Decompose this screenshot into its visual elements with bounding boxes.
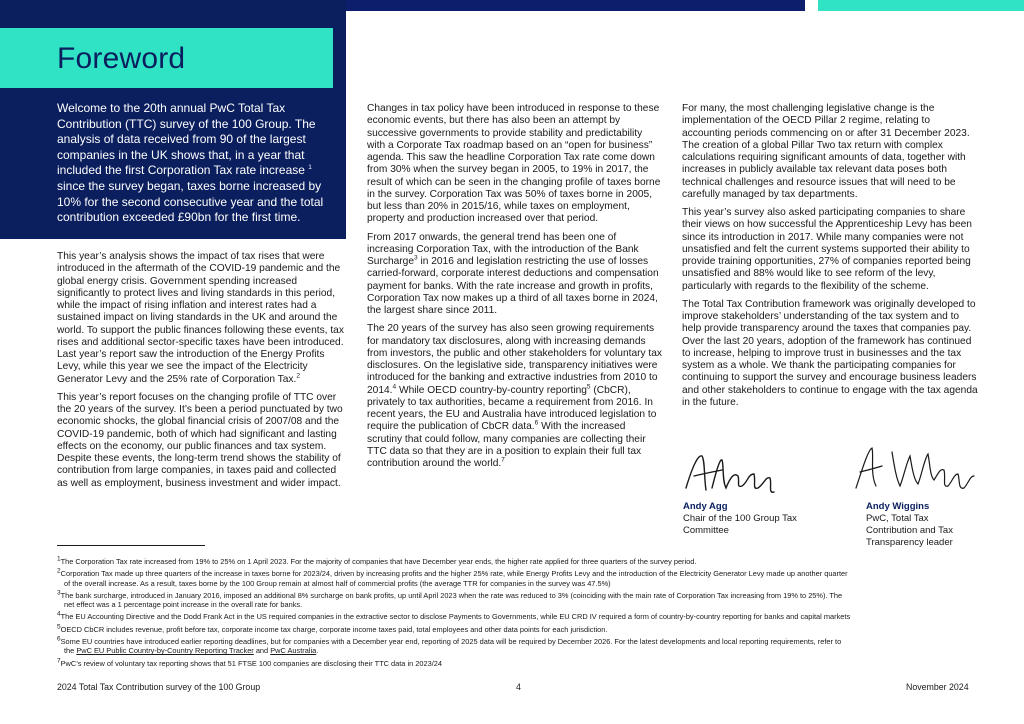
- column-1: [57, 251, 345, 496]
- footnote-number: 3: [57, 589, 61, 597]
- footnote-number: 6: [57, 635, 61, 643]
- footnote-text: OECD CbCR includes revenue, profit before tax, corporate income tax charge, corporate income taxes paid, total employees and other data points for each jurisdiction.: [60, 624, 608, 634]
- footnote-ref: 1: [308, 164, 312, 172]
- footnote-ref: 6: [534, 419, 539, 427]
- signature-andy-wiggins: [850, 440, 980, 498]
- intro-body: Welcome to the 20th annual PwC Total Tax Contribution (TTC) survey of the 100 Group. The analysis of data received from 90 of the largest companies in the UK shows that, in a year that included the first Corporation Tax rate increase: [57, 101, 316, 178]
- footnote-text: The Corporation Tax rate increased from 19% to 25% on 1 April 2023. For the majority of companies that have December year ends, the higher rate applied for three quarters of the survey period.: [60, 557, 697, 566]
- paragraph: [57, 251, 345, 386]
- page-title: Foreword: [57, 42, 186, 75]
- column-3: [682, 103, 978, 415]
- signer-role: PwC, Total Tax Contribution and Tax Transparency leader: [866, 513, 953, 548]
- footnote-text: and: [253, 646, 271, 656]
- footnote: [57, 591, 977, 610]
- footnote-number: 1: [57, 555, 61, 563]
- footer-report-title: 2024 Total Tax Contribution survey of the 100 Group: [57, 682, 261, 692]
- paragraph: [367, 323, 663, 470]
- paragraph-text: While OECD country-by-country reporting: [396, 384, 587, 396]
- footnote-ref: 5: [586, 383, 591, 391]
- top-accent-bar-teal: [818, 0, 1024, 11]
- paragraph-text: This year’s analysis shows the impact of tax rises that were introduced in the aftermath of the COVID-19 pandemic and the global energy crisis. Government spending increased significantly to protect lives and living standards in this period, while the impact of rising inflation and interest rates had a sustained impact on living standards in the UK and around the world. To support the public finances following these events, tax rises and additional sector-specific taxes have been introduced. Last year’s report saw the introduction of the Energy Profits Levy, while this year we see the impact of the Electricity Generator Levy and the 25% rate of Corporation Tax.: [57, 251, 344, 385]
- signer-name: Andy Agg: [683, 501, 728, 512]
- footnote: [57, 625, 977, 634]
- footnote: [57, 569, 977, 588]
- footnote-text: .: [316, 646, 319, 656]
- paragraph-text: The 20 years of the survey has also seen growing requirements for mandatory tax disclosures, along with increasing demands from investors, the public and other stakeholders for voluntary tax disclosures. On the legislative side, transparency initiatives were introduced for the banking and extractive industries from 2010 to 2014.: [367, 323, 663, 396]
- footnote-text: PwC’s review of voluntary tax reporting shows that 51 FTSE 100 companies are disclosing their TTC data in 2023/24: [60, 658, 442, 668]
- eu-cbcr-tracker-link[interactable]: PwC EU Public Country-by-Country Reporting Tracker: [76, 646, 254, 656]
- footer-date: November 2024: [906, 682, 969, 692]
- page-number: 4: [516, 682, 521, 692]
- signer-role: Chair of the 100 Group Tax Committee: [683, 513, 797, 536]
- footnote-text: Some EU countries have introduced earlier reporting deadlines, but for companies with a December year end, reporting of 2025 data will be required by December 2026. For the latest developments and local reporting requirements, refer to: [60, 637, 842, 647]
- footnote-text: net effect was a 1 percentage point increase in the overall rate for banks.: [64, 600, 303, 610]
- paragraph: This year’s report focuses on the changing profile of TTC over the 20 years of the survey. It’s been a period punctuated by two economic shocks, the global financial crisis of 2007/08 and the COVID-19 pandemic, both of which had significant and lasting effects on the economy, our public finances and tax system. Despite these events, the long-term trend shows the stability of contribution from large companies, in taxes paid and collected as well as employment, business investment and wider impact.: [57, 391, 343, 489]
- paragraph: This year’s survey also asked participating companies to share their views on how successful the Apprenticeship Levy has been since its introduction in 2017. While many companies were not unsatisfied and felt the current systems supported their ability to provide training opportunities, 27% of companies reported being unsatisfied and 88% would like to see reform of the levy, particularly with regards to the flexibility of the scheme.: [682, 207, 972, 292]
- paragraph: Changes in tax policy have been introduced in response to these economic events, but there has also been an attempt by successive governments to provide stability and predictability with a Corporate Tax roadmap based on an “open for business” agenda. This saw the headline Corporation Tax rate come down from 30% when the survey began in 2005, to 19% in 2017, the result of which can be seen in the changing profile of taxes borne in the survey. Corporation Tax was 50% of taxes borne in 2005, but less than 20% in 2015/16, while taxes on employment, property and production increased over that period.: [367, 103, 661, 225]
- footnote-text: [57, 646, 977, 655]
- footnote-number: 5: [57, 623, 61, 631]
- signature-andy-agg: [682, 448, 792, 498]
- pwc-australia-link[interactable]: PwC Australia: [270, 646, 317, 656]
- paragraph-text: With the increased scrutiny that could follow, many companies are collecting their TTC data so that they are in a position to explain their full tax contribution around the world.: [367, 421, 646, 469]
- footnote-number: 7: [57, 657, 61, 665]
- footnote-text: Corporation Tax made up three quarters of the increase in taxes borne for 2023/24, driven by increasing profits and the higher 25% rate, while Energy Profits Levy and the introduction of the Electricity Generator Levy made up another quarter: [60, 569, 848, 579]
- paragraph: [367, 232, 663, 318]
- footnote: [57, 659, 977, 668]
- intro-body-tail: since the survey began, taxes borne increased by 10% for the second consecutive year and the total contribution exceeded £90bn for the first time.: [57, 178, 324, 225]
- top-accent-bar-navy: [345, 0, 805, 11]
- paragraph-text: (CbCR), privately to tax authorities, became a requirement from 2016. In recent years, the EU and Australia have introduced legislation to require the publication of CbCR data.: [367, 384, 657, 433]
- footnote: [57, 557, 977, 566]
- footnote-text: The bank surcharge, introduced in January 2016, imposed an additional 8% surcharge on bank profits, up until April 2023 when the rate was reduced to 3% (coinciding with the main rate of Corporation Tax increasing from 19% to 25%). The: [60, 590, 843, 600]
- signer-name: Andy Wiggins: [866, 501, 930, 512]
- footnote-ref: 7: [501, 456, 505, 464]
- paragraph-text: From 2017 onwards, the general trend has been one of increasing Corporation Tax, with the introduction of the Bank Surcharge: [367, 231, 639, 267]
- footnote-text: the: [64, 646, 77, 656]
- footnote-number: 2: [57, 567, 61, 575]
- intro-text: [57, 101, 339, 226]
- paragraph: For many, the most challenging legislative change is the implementation of the OECD Pillar 2 regime, relating to accounting periods commencing on or after 31 December 2023. The creation of a global Pillar Two tax return with complex calculations requiring significant amounts of data, together with increases in publicly available tax relevant data poses both technical challenges and resource issues that will need to be carefully managed by tax departments.: [682, 103, 970, 200]
- paragraph-text: in 2016 and legislation restricting the use of losses carried-forward, corporate interest deductions and compensation payment for banks. With the rate increase and growth in profits, Corporation Tax now makes up a third of all taxes borne in 2024, the largest share since 2011.: [367, 256, 659, 316]
- footnote-ref: 2: [296, 372, 300, 380]
- footnote: [57, 612, 977, 621]
- footnote-ref: 3: [414, 254, 418, 262]
- footnote-divider: [57, 545, 205, 546]
- footnote-number: 4: [57, 611, 61, 619]
- column-2: [367, 103, 663, 476]
- footnote: [57, 637, 977, 656]
- footnote-ref: 4: [392, 383, 397, 391]
- paragraph: The Total Tax Contribution framework was originally developed to improve stakeholders’ understanding of the tax system and to help provide transparency around the taxes that companies pay. Over the last 20 years, adoption of the framework has continued to increase, helping to improve trust in businesses and the tax system as a whole. We thank the participating companies for continuing to support the survey and encourage business leaders and other stakeholders to continue to engage with the tax agenda in the future.: [682, 298, 978, 408]
- footnote-text: The EU Accounting Directive and the Dodd Frank Act in the US required companies in the extractive sector to disclose Payments to Governments, while EU CRD IV required a form of country-by-country reporting for banks and capital markets: [60, 612, 851, 622]
- signer-block: [866, 501, 976, 549]
- footnotes: [57, 557, 977, 671]
- signer-block: [683, 501, 813, 537]
- footnote-text: of the overall increase. As a result, taxes borne by the 100 Group remain at almost half of commercial profits (the average TTR for companies in the survey was 47.5%): [64, 578, 611, 588]
